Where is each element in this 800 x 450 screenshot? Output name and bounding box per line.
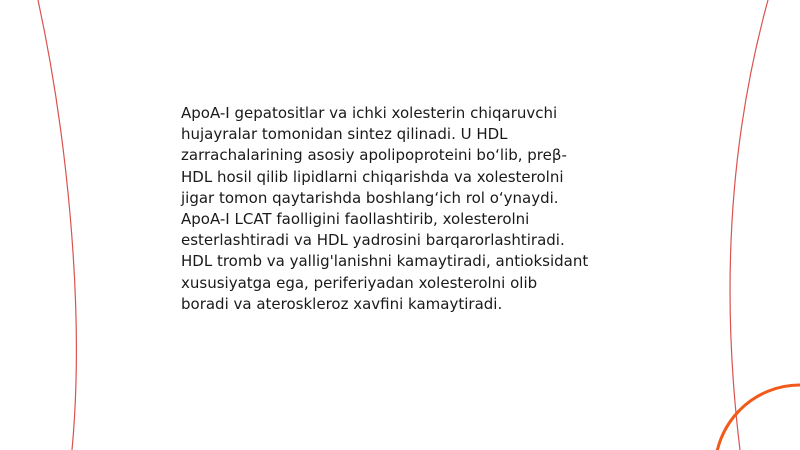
body-text: ApoA-I gepatositlar va ichki xolesterin chiqaruvchi hujayralar tomonidan sintez qilinadi. U HDL zarrachalarining asosiy apolipoproteini bo‘lib, preβ- HDL hosil qilib lipidlarni chiqarishda va xolesterolni jigar tomon qaytarishda boshlang‘ich rol o‘ynaydi. ApoA-I LCAT faolligini faollashtirib, xolesterolni esterlashtiradi va HDL yadrosini barqarorlashtiradi. HDL tromb va yallig'lanishni kamaytiradi, antioksidant xususiyatga ega, periferiyadan xolesterolni olib boradi va ateroskleroz xavfini kamaytiradi. [181, 104, 589, 313]
right-decorative-curve [730, 0, 768, 450]
left-decorative-curve [38, 0, 76, 450]
accent-circle [715, 385, 800, 450]
